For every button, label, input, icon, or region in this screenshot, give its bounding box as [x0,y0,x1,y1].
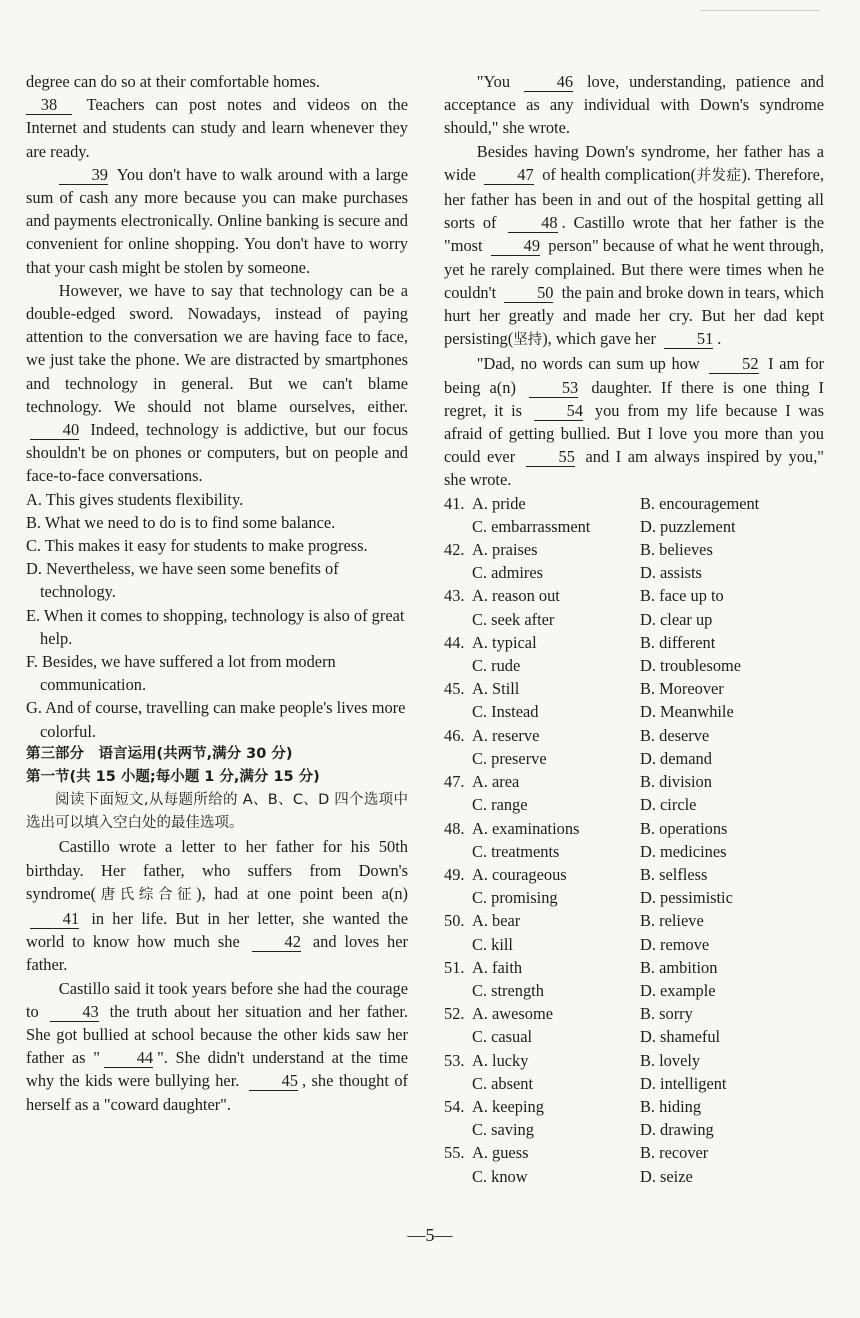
cloze-p4-text-c: ). Therefore, her father has been in and out of the hospital getting all sorts of [444,164,824,233]
cloze-p5-text-c: daughter. If there is one thing I regret, it is [444,377,824,420]
cloze-p5-text-e: and I am always inspired by you," she wrote. [444,447,825,490]
choice-d[interactable]: D. assists [640,563,702,583]
part-three-heading: 第三部分 语言运用(共两节,满分 30 分) [26,745,293,762]
question-number: 41. [444,493,465,513]
cloze-p3-text-a: "You [476,72,511,91]
instructions: 阅读下面短文,从每题所给的 A、B、C、D 四个选项中选出可以填入空白处的最佳选项。 [26,791,408,832]
choice-c[interactable]: C. Instead [472,702,539,722]
spacer [444,515,472,538]
choice-c[interactable]: C. rude [472,656,521,676]
question-item [444,817,824,863]
choice-b[interactable]: B. hiding [640,1096,702,1116]
choice-c[interactable]: C. range [472,795,528,815]
choice-c[interactable]: C. strength [472,980,544,1000]
choice-c[interactable]: C. saving [472,1120,534,1140]
cloze-p4-chinese: 并发症 [696,167,742,184]
choice-d[interactable]: D. shameful [640,1027,721,1047]
cloze-paragraph-1 [26,835,408,976]
choice-b[interactable]: B. ambition [640,957,718,977]
blank-39: 39 [59,166,108,185]
spacer [444,1025,472,1048]
choice-c[interactable]: C. embarrassment [472,516,591,536]
choice-a[interactable]: A. examinations [472,818,580,838]
blank-49: 49 [491,237,540,256]
choice-d[interactable]: D. pessimistic [640,888,733,908]
spacer [444,979,472,1002]
cloze-p4-text-a: Besides having Down's syndrome, her father has a wide [444,141,824,184]
blank-47: 47 [484,166,533,185]
choice-d[interactable]: D. puzzlement [640,516,736,536]
question-number: 44. [444,632,465,652]
option-a: A. This gives students flexibility. [26,489,244,509]
choice-a[interactable]: A. praises [472,540,538,560]
blank-54: 54 [534,402,583,421]
seven-options-list [26,488,408,743]
question-number: 49. [444,864,465,884]
choice-d[interactable]: D. intelligent [640,1073,727,1093]
cloze-p4-text-b: of health complication( [542,164,697,184]
spacer [444,1165,472,1188]
spacer [444,654,472,677]
question-number: 53. [444,1050,465,1070]
blank-55: 55 [526,448,575,467]
blank-41: 41 [30,910,79,929]
choice-d[interactable]: D. circle [640,795,697,815]
choice-a[interactable]: A. faith [472,957,523,977]
blank-43: 43 [50,1003,99,1022]
paragraph-end-36: degree can do so at their comfortable homes. [26,72,321,91]
cloze-p4-text-e: person" because of what he went through, yet he rarely complained. But there were times when he couldn't [444,236,824,302]
section-one-heading: 第一节(共 15 小题;每小题 1 分,满分 15 分) [26,768,320,785]
choice-d[interactable]: D. troublesome [640,656,742,676]
choice-c[interactable]: C. absent [472,1073,534,1093]
option-b: B. What we need to do is to find some balance. [26,512,336,532]
choice-b[interactable]: B. encouragement [640,493,760,513]
choice-b[interactable]: B. relieve [640,911,704,931]
question-item [444,677,824,723]
cloze-p2-text-d: , she thought of herself as a "coward daughter". [26,1071,408,1114]
question-item [444,538,824,584]
choice-a[interactable]: A. bear [472,911,521,931]
choice-b[interactable]: B. operations [640,818,728,838]
question-item [444,1141,824,1187]
cloze-p3-text-b: love, understanding, patience and acceptance as any individual with Down's syndrome should," she wrote. [444,72,824,138]
choice-d[interactable]: D. drawing [640,1120,714,1140]
choice-d[interactable]: D. example [640,980,716,1000]
question-number: 46. [444,725,465,745]
cloze-p5-text-d: you from my life because I was afraid of getting bullied. But I love you more than you could ever [444,400,824,467]
paragraph-38-text: Teachers can post notes and videos on the Internet and students can study and learn whenever they are ready. [26,95,408,161]
choice-a[interactable]: A. keeping [472,1096,544,1116]
cloze-p1-chinese: 唐氏综合征 [96,886,197,903]
choice-d[interactable]: D. seize [640,1166,693,1186]
cloze-paragraph-2 [26,977,408,1116]
option-g: G. And of course, travelling can make people's lives more colorful. [26,698,406,741]
question-number: 48. [444,818,465,838]
cloze-p2-text-c: ". She didn't understand at the time why the kids were bullying her. [26,1048,408,1091]
blank-38: 38 [26,96,72,115]
cloze-p1-text-b: ), had at one point been a(n) [196,883,408,903]
cloze-paragraph-5 [444,352,824,491]
cloze-p2-text-a: Castillo said it took years before she had the courage to [26,978,408,1021]
blank-48: 48 [508,214,557,233]
spacer [444,933,472,956]
choice-c[interactable]: C. promising [472,888,558,908]
question-number: 52. [444,1004,465,1024]
choice-a[interactable]: A. lucky [472,1050,529,1070]
paragraph-40-text-b: Indeed, technology is addictive, but our focus shouldn't be on phones or computers, but on people and face-to-face conversations. [26,420,408,486]
question-item [444,770,824,816]
choice-b[interactable]: B. deserve [640,725,710,745]
choice-a[interactable]: A. courageous [472,864,567,884]
question-item [444,863,824,909]
question-number: 51. [444,957,465,977]
cloze-p1-text-a: Castillo wrote a letter to her father for his 50th birthday. Her father, who suffers from Down's syndrome( [26,837,408,903]
blank-42: 42 [252,933,301,952]
spacer [444,840,472,863]
question-number: 45. [444,679,465,699]
choice-d[interactable]: D. demand [640,748,712,768]
spacer [444,1118,472,1141]
cloze-p4-text-d: . Castillo wrote that her father is the "most [444,213,825,256]
choice-b[interactable]: B. selfless [640,864,708,884]
question-number: 42. [444,540,465,560]
question-item [444,1095,824,1141]
cloze-p5-text-a: "Dad, no words can sum up how [476,354,700,374]
spacer [444,886,472,909]
question-number: 43. [444,586,465,606]
cloze-paragraph-4 [444,140,824,353]
blank-46: 46 [524,73,573,92]
question-number: 54. [444,1096,465,1116]
paragraph-40 [26,279,408,488]
paragraph-38 [26,93,408,163]
choice-a[interactable]: A. area [472,772,520,792]
cloze-p2-text-b: the truth about her situation and her father. She got bullied at school because the other kids saw her father as " [26,1001,408,1068]
spacer [444,793,472,816]
question-item [444,1002,824,1048]
cloze-paragraph-3 [444,70,824,140]
choice-c[interactable]: C. admires [472,563,544,583]
choice-a[interactable]: A. reason out [472,586,560,606]
blank-44: 44 [104,1049,153,1068]
blank-51: 51 [664,330,713,349]
cloze-p4-chinese-2: 坚持 [513,332,543,349]
right-column [444,70,824,1188]
question-item [444,956,824,1002]
question-item [444,584,824,630]
choice-a[interactable]: A. awesome [472,1004,554,1024]
blank-50: 50 [504,284,553,303]
choice-d[interactable]: D. remove [640,934,710,954]
choice-b[interactable]: B. Moreover [640,679,724,699]
option-c: C. This makes it easy for students to make progress. [26,536,368,556]
spacer [444,747,472,770]
cloze-p1-text-d: and loves her father. [26,932,408,975]
choice-c[interactable]: C. seek after [472,609,555,629]
choice-a[interactable]: A. pride [472,493,526,513]
option-d: D. Nevertheless, we have seen some benefits of technology. [26,559,339,602]
spacer [444,561,472,584]
choice-d[interactable]: D. Meanwhile [640,702,734,722]
choice-b[interactable]: B. lovely [640,1050,701,1070]
choice-d[interactable]: D. medicines [640,841,727,861]
choice-c[interactable]: C. preserve [472,748,547,768]
option-f: F. Besides, we have suffered a lot from modern communication. [26,652,336,695]
question-number: 47. [444,772,465,792]
cloze-p4-text-g: ), which gave her [542,329,656,349]
option-e: E. When it comes to shopping, technology is also of great help. [26,605,405,648]
blank-52: 52 [709,355,758,374]
paragraph-40-text: However, we have to say that technology can be a double-edged sword. Nowadays, instead of paying attention to the conversation we are having face to face, we just take the phone. We are distracted by smartphones and technology in general. But we can't blame technology. We should not blame ourselves, either. [26,280,408,416]
page-number: —5— [407,1225,453,1245]
question-item [444,909,824,955]
cloze-p4-text-h: . [717,329,722,349]
paragraph-39 [26,163,408,279]
blank-40: 40 [30,421,79,440]
choice-a[interactable]: A. typical [472,632,537,652]
choice-b[interactable]: B. face up to [640,586,724,606]
question-list [444,492,824,1188]
choice-c[interactable]: C. treatments [472,841,560,861]
choice-a[interactable]: A. guess [472,1143,529,1163]
question-number: 50. [444,911,465,931]
question-number: 55. [444,1143,465,1163]
scan-edge-line [700,10,820,11]
question-item [444,1049,824,1095]
choice-d[interactable]: D. clear up [640,609,713,629]
cloze-p5-text-b: I am for being a(n) [444,354,824,397]
choice-b[interactable]: B. recover [640,1143,709,1163]
spacer [444,608,472,631]
spacer [444,700,472,723]
choice-c[interactable]: C. know [472,1166,528,1186]
choice-b[interactable]: B. different [640,632,716,652]
spacer [444,1072,472,1095]
choice-c[interactable]: C. casual [472,1027,533,1047]
choice-a[interactable]: A. reserve [472,725,540,745]
cloze-p1-text-c: in her life. But in her letter, she wanted the world to know how much she [26,908,408,952]
choice-b[interactable]: B. believes [640,540,713,560]
question-item [444,631,824,677]
blank-53: 53 [529,379,578,398]
question-item [444,492,824,538]
cloze-p4-text-f: the pain and broke down in tears, which hurt her greatly and made her cry. But her dad kept persisting( [444,282,824,349]
choice-c[interactable]: C. kill [472,934,513,954]
choice-b[interactable]: B. sorry [640,1004,693,1024]
choice-a[interactable]: A. Still [472,679,520,699]
question-item [444,724,824,770]
blank-45: 45 [249,1072,298,1091]
choice-b[interactable]: B. division [640,772,712,792]
paragraph-39-text: You don't have to walk around with a large sum of cash any more because you can make purchases and payments electronically. Online banking is secure and convenient for online shopping. You don't have to worry that your cash might be stolen by someone. [26,164,408,277]
left-column [26,70,408,1116]
